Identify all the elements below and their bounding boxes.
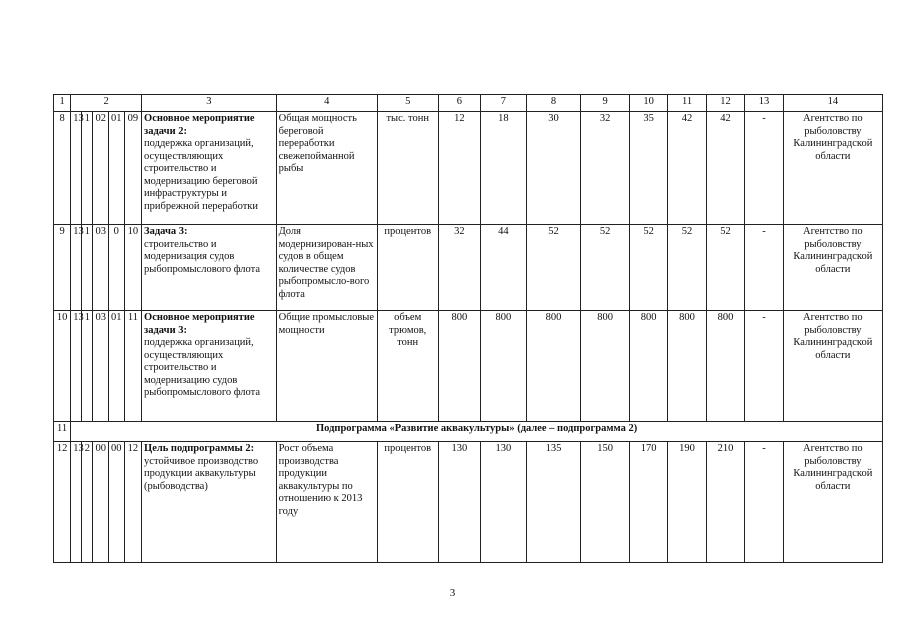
header-cell: 12 (706, 95, 744, 112)
value-cell: 190 (668, 442, 706, 563)
goal-cell (142, 442, 277, 563)
header-cell: 2 (71, 95, 142, 112)
code-cell: 03 (93, 311, 108, 422)
indicators-table (53, 94, 883, 563)
goal-title: Задача 3: (144, 226, 188, 237)
value-cell: 800 (581, 311, 630, 422)
goal-title: Основное мероприятие задачи 2: (144, 113, 255, 137)
value-cell: 800 (706, 311, 744, 422)
value-cell: 150 (581, 442, 630, 563)
row-number: 9 (54, 225, 71, 311)
table-row (54, 112, 883, 225)
code-cell: 1 (82, 225, 93, 311)
col13-cell: - (745, 311, 783, 422)
header-cell: 1 (54, 95, 71, 112)
value-cell: 42 (706, 112, 744, 225)
code-cell: 12 (124, 442, 141, 563)
col13-cell: - (745, 225, 783, 311)
header-cell: 8 (526, 95, 581, 112)
code-cell: 11 (124, 311, 141, 422)
row-number: 11 (54, 422, 71, 442)
table-row (54, 225, 883, 311)
row-number: 8 (54, 112, 71, 225)
value-cell: 800 (438, 311, 481, 422)
unit-cell: тыс. тонн (377, 112, 438, 225)
indicator-cell: Доля модернизирован-ных судов в общем количестве судов рыбопромысло-вого флота (276, 225, 377, 311)
indicator-cell: Общая мощность береговой переработки свежепойманной рыбы (276, 112, 377, 225)
code-cell: 00 (108, 442, 124, 563)
header-cell: 10 (629, 95, 667, 112)
unit-cell: процентов (377, 225, 438, 311)
value-cell: 800 (668, 311, 706, 422)
code-cell: 09 (124, 112, 141, 225)
value-cell: 44 (481, 225, 527, 311)
value-cell: 18 (481, 112, 527, 225)
header-cell: 14 (783, 95, 882, 112)
code-cell: 01 (108, 112, 124, 225)
value-cell: 42 (668, 112, 706, 225)
code-cell: 13 (71, 225, 82, 311)
executor-cell: Агентство по рыболовству Калининградской области (783, 225, 882, 311)
value-cell: 170 (629, 442, 667, 563)
value-cell: 12 (438, 112, 481, 225)
code-cell: 13 (71, 442, 82, 563)
value-cell: 32 (438, 225, 481, 311)
header-row (54, 95, 883, 112)
value-cell: 35 (629, 112, 667, 225)
value-cell: 800 (481, 311, 527, 422)
unit-cell: процентов (377, 442, 438, 563)
executor-cell: Агентство по рыболовству Калининградской области (783, 112, 882, 225)
row-number: 10 (54, 311, 71, 422)
header-cell: 5 (377, 95, 438, 112)
subprogram-row (54, 422, 883, 442)
goal-cell (142, 225, 277, 311)
table-row (54, 442, 883, 563)
code-cell: 00 (93, 442, 108, 563)
goal-title: Цель подпрограммы 2: (144, 443, 255, 454)
goal-cell (142, 311, 277, 422)
indicator-cell: Рост объема производства продукции аквакультуры по отношению к 2013 году (276, 442, 377, 563)
header-cell: 7 (481, 95, 527, 112)
unit-cell: объем трюмов, тонн (377, 311, 438, 422)
value-cell: 210 (706, 442, 744, 563)
code-cell: 10 (124, 225, 141, 311)
goal-title: Основное мероприятие задачи 3: (144, 312, 255, 336)
value-cell: 130 (481, 442, 527, 563)
row-number: 12 (54, 442, 71, 563)
header-cell: 3 (142, 95, 277, 112)
value-cell: 30 (526, 112, 581, 225)
header-cell: 6 (438, 95, 481, 112)
value-cell: 800 (526, 311, 581, 422)
table-row (54, 311, 883, 422)
goal-cell (142, 112, 277, 225)
page-number: 3 (449, 587, 456, 599)
value-cell: 52 (706, 225, 744, 311)
subprogram-title: Подпрограмма «Развитие аквакультуры» (далее – подпрограмма 2) (71, 422, 883, 442)
value-cell: 130 (438, 442, 481, 563)
executor-cell: Агентство по рыболовству Калининградской области (783, 442, 882, 563)
goal-description: строительство и модернизация судов рыбопромыслового флота (144, 238, 261, 275)
code-cell: 03 (93, 225, 108, 311)
header-cell: 9 (581, 95, 630, 112)
header-cell: 13 (745, 95, 783, 112)
executor-cell: Агентство по рыболовству Калининградской области (783, 311, 882, 422)
header-cell: 11 (668, 95, 706, 112)
header-cell: 4 (276, 95, 377, 112)
value-cell: 52 (581, 225, 630, 311)
code-cell: 13 (71, 112, 82, 225)
code-cell: 1 (82, 311, 93, 422)
code-cell: 2 (82, 442, 93, 563)
code-cell: 0 (108, 225, 124, 311)
goal-description: поддержка организаций, осуществляющих строительство и модернизацию береговой инфраструктуры и прибрежной переработки (144, 138, 259, 212)
code-cell: 02 (93, 112, 108, 225)
indicator-cell: Общие промысловые мощности (276, 311, 377, 422)
code-cell: 01 (108, 311, 124, 422)
goal-description: устойчивое производство продукции аквакультуры (рыбоводства) (144, 455, 259, 492)
value-cell: 52 (526, 225, 581, 311)
goal-description: поддержка организаций, осуществляющих строительство и модернизацию судов рыбопромыслового флота (144, 337, 261, 398)
value-cell: 135 (526, 442, 581, 563)
col13-cell: - (745, 442, 783, 563)
value-cell: 32 (581, 112, 630, 225)
value-cell: 52 (629, 225, 667, 311)
value-cell: 800 (629, 311, 667, 422)
col13-cell: - (745, 112, 783, 225)
code-cell: 1 (82, 112, 93, 225)
code-cell: 13 (71, 311, 82, 422)
value-cell: 52 (668, 225, 706, 311)
